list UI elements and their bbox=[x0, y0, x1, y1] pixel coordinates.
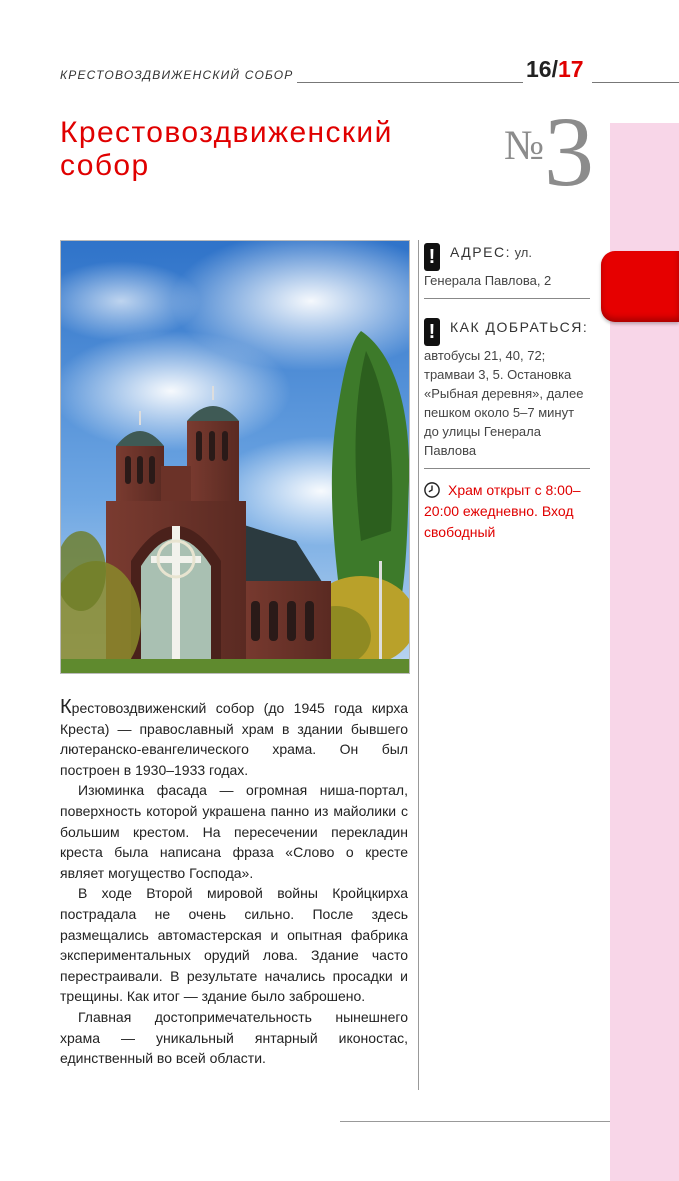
opening-hours-text: Храм открыт с 8:00–20:00 ежедневно. Вход свободный bbox=[424, 482, 581, 540]
address-label: АДРЕС: bbox=[450, 244, 511, 260]
number-sign: № bbox=[504, 123, 545, 169]
address-rule bbox=[424, 298, 590, 299]
article-body bbox=[60, 697, 408, 1069]
paragraph-2: Изюминка фасада — огромная ниша-портал, поверхность которой украшена панно из майолики с большим крестом. На пересечении перекладин креста была написана фраза «Слово о кресте являет могущество Господа». bbox=[60, 782, 408, 881]
directions-value: автобусы 21, 40, 72; трамваи 3, 5. Остановка «Рыбная деревня», далее пешком около 5–7 минут до улицы Генерала Павлова bbox=[424, 348, 584, 458]
address-block bbox=[424, 243, 590, 290]
address-value: ул. Генерала Павлова, 2 bbox=[424, 245, 552, 288]
page-number-right: 17 bbox=[557, 56, 584, 82]
header-rule-right bbox=[592, 82, 679, 83]
drop-cap: К bbox=[60, 696, 72, 718]
opening-hours bbox=[424, 480, 604, 543]
footer-rule bbox=[340, 1121, 610, 1122]
page-title bbox=[60, 116, 460, 182]
directions-block bbox=[424, 318, 590, 460]
number-digit: 3 bbox=[544, 96, 594, 207]
exclamation-icon: ! bbox=[424, 243, 440, 271]
page-number-left: 16/ bbox=[526, 56, 558, 82]
paragraph-4: Главная достопримечательность нынешнего храма — уникальный янтарный иконостас, единственный во всей области. bbox=[60, 1008, 408, 1067]
paragraph-3: В ходе Второй мировой войны Кройцкирха пострадала не очень сильно. После здесь размещались автомастерская и опытная фабрика экспериментальных орудий лова. Здание часто перестраивали. В результате начались просадки и трещины. Как итог — здание было заброшено. bbox=[60, 885, 408, 1005]
running-title: КРЕСТОВОЗДВИЖЕНСКИЙ СОБОР bbox=[60, 68, 294, 82]
title-line-2: собор bbox=[60, 149, 150, 182]
paragraph-1-text: рестовоздвиженский собор (до 1945 года кирха Креста) — православный храм в здании бывшего лютеранско-евангелического храма. Он был построен в 1930–1933 годах. bbox=[60, 700, 408, 778]
directions-rule bbox=[424, 468, 590, 469]
paragraph-1 bbox=[60, 697, 408, 780]
directions-label: КАК ДОБРАТЬСЯ: bbox=[450, 319, 589, 335]
header-rule bbox=[297, 82, 523, 83]
cathedral-photo bbox=[60, 240, 410, 674]
column-divider bbox=[418, 240, 419, 1090]
clock-icon bbox=[424, 482, 440, 498]
chapter-tab bbox=[601, 251, 679, 322]
exclamation-icon: ! bbox=[424, 318, 440, 346]
title-line-1: Крестовоздвиженский bbox=[60, 116, 393, 149]
page-number bbox=[526, 56, 584, 83]
